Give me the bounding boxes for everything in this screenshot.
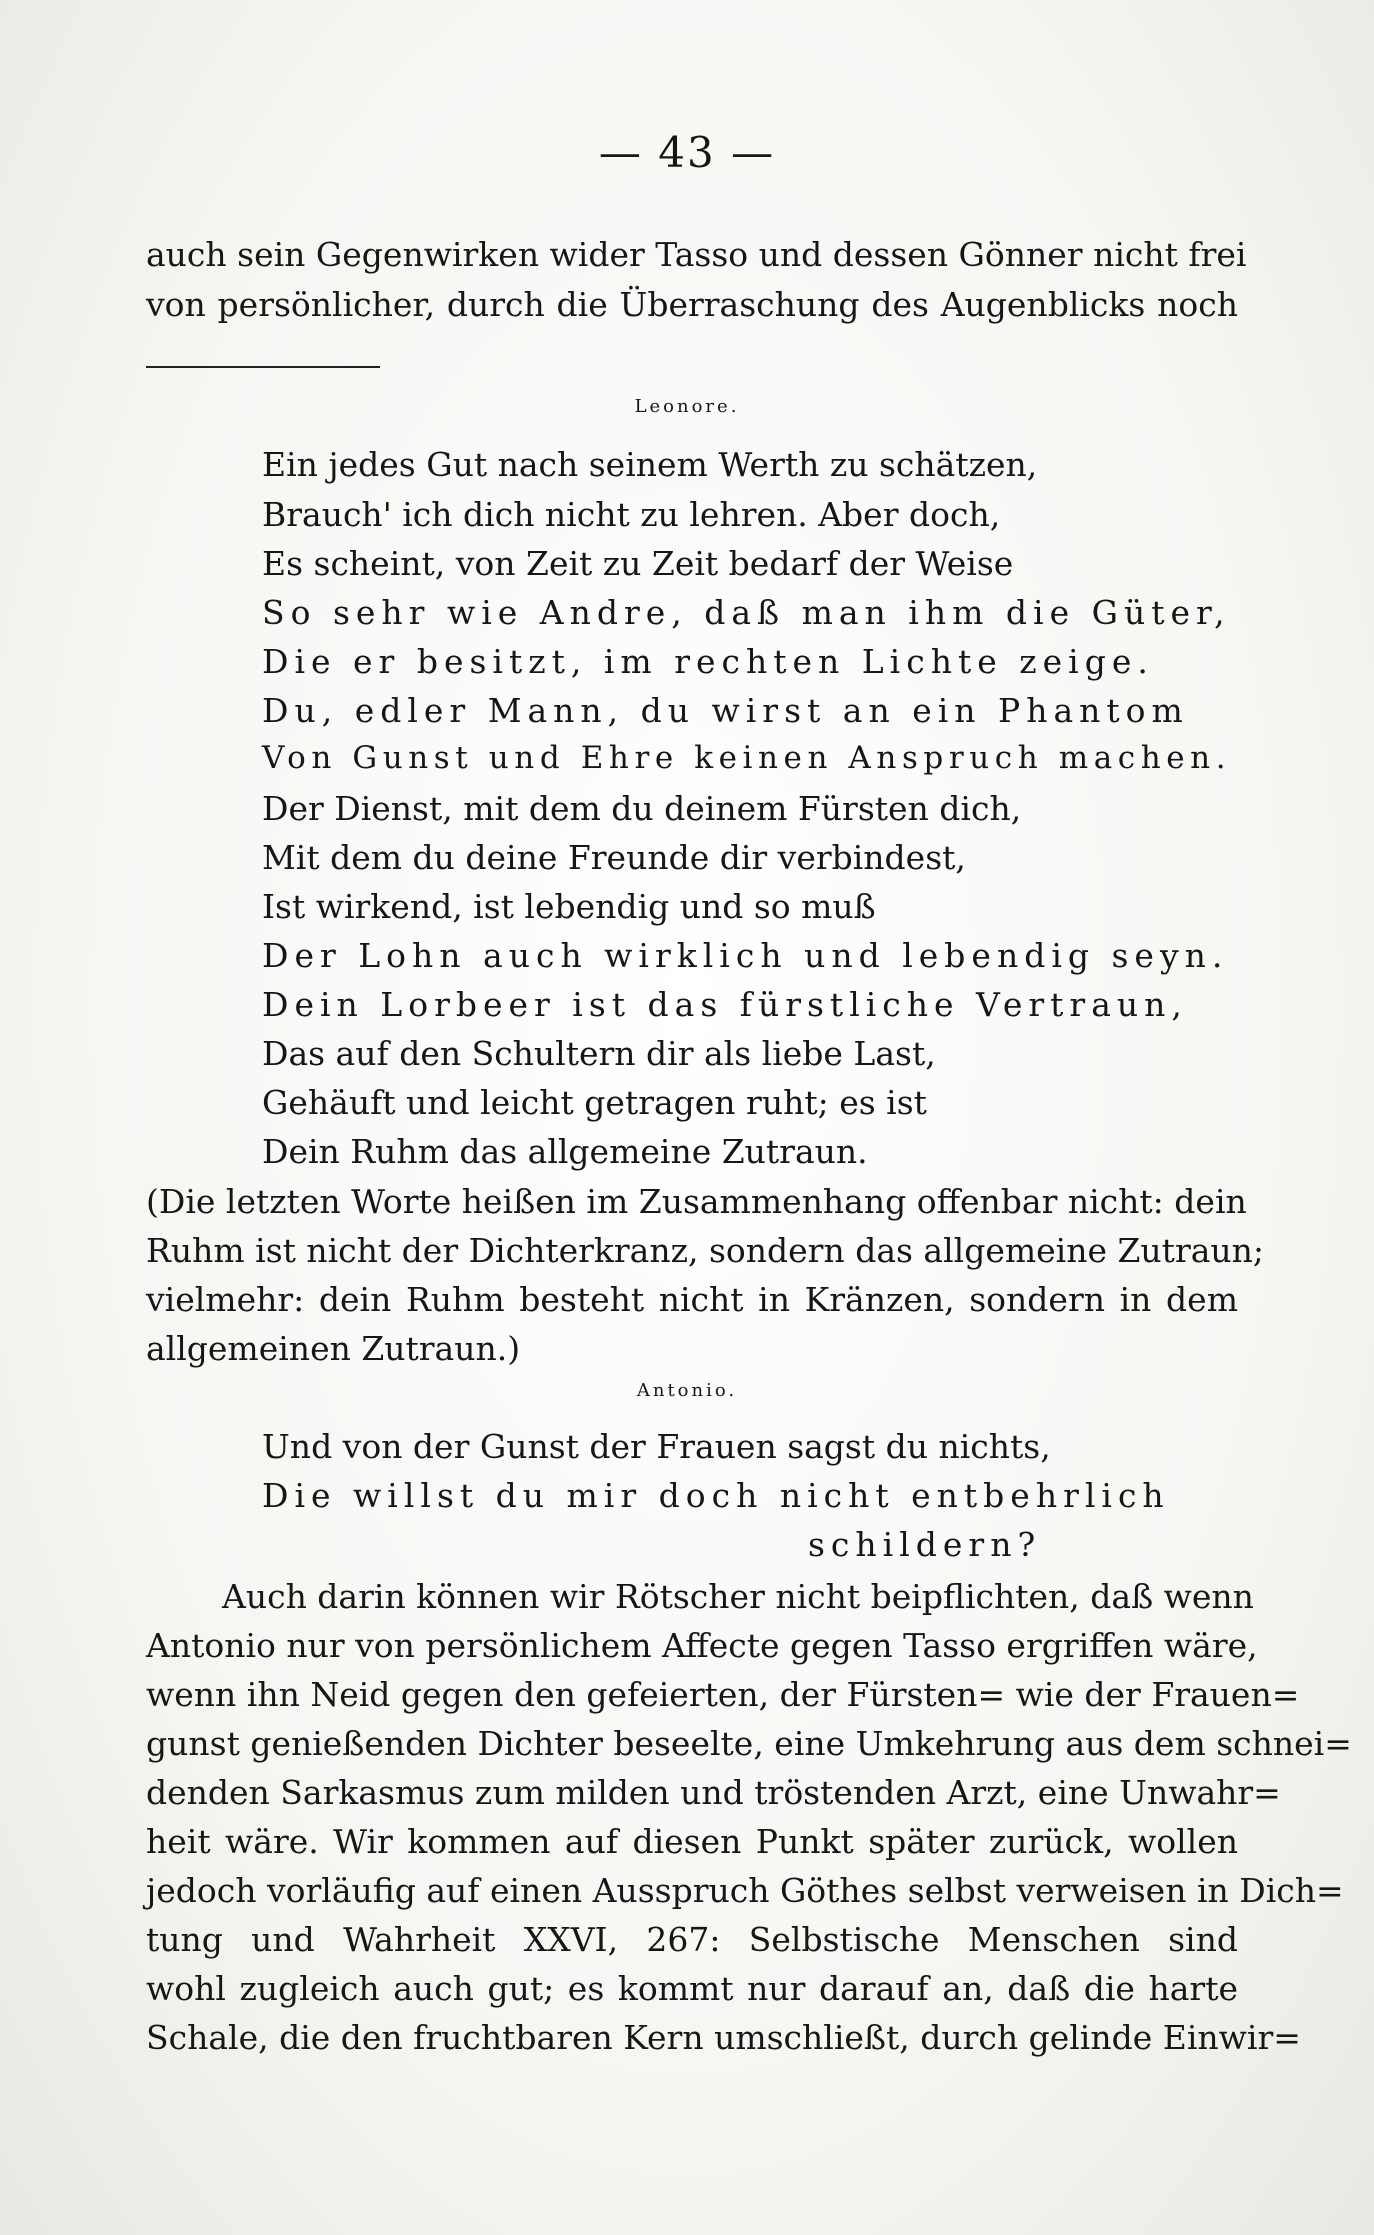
verse-line: Und von der Gunst der Frauen sagst du nichts,	[262, 1427, 1051, 1466]
verse-line: Es scheint, von Zeit zu Zeit bedarf der Weise	[262, 544, 1014, 583]
speaker-name: Antonio.	[636, 1380, 738, 1401]
body-line: jedoch vorläufig auf einen Ausspruch Göthes selbst verweisen in Dich=	[146, 1871, 1344, 1910]
commentary-line: vielmehr: dein Ruhm besteht nicht in Kränzen, sondern in dem	[146, 1280, 1238, 1319]
verse-line: Der Dienst, mit dem du deinem Fürsten dich,	[262, 789, 1022, 828]
body-line: Antonio nur von persönlichem Affecte gegen Tasso ergriffen wäre,	[146, 1626, 1258, 1665]
speaker-name: Leonore.	[634, 396, 740, 417]
verse-line: Von Gunst und Ehre keinen Anspruch machen.	[262, 740, 1232, 776]
verse-line: Das auf den Schultern dir als liebe Last,	[262, 1034, 936, 1073]
verse-line: Dein Ruhm das allgemeine Zutraun.	[262, 1132, 868, 1171]
verse-line: schildern?	[808, 1525, 1042, 1564]
verse-line: Die willst du mir doch nicht entbehrlich	[262, 1476, 1170, 1515]
body-line: tung und Wahrheit XXVI, 267: Selbstische Menschen sind	[146, 1920, 1238, 1959]
page-number: — 43 —	[598, 128, 776, 177]
verse-line: Du, edler Mann, du wirst an ein Phantom	[262, 691, 1189, 730]
verse-line: Ist wirkend, ist lebendig und so muß	[262, 887, 876, 926]
verse-line: Brauch' ich dich nicht zu lehren. Aber doch,	[262, 495, 1001, 534]
verse-line: Mit dem du deine Freunde dir verbindest,	[262, 838, 966, 877]
commentary-line: Ruhm ist nicht der Dichterkranz, sondern das allgemeine Zutraun;	[146, 1231, 1265, 1270]
body-line: Schale, die den fruchtbaren Kern umschließt, durch gelinde Einwir=	[146, 2018, 1301, 2057]
body-line: gunst genießenden Dichter beseelte, eine Umkehrung aus dem schnei=	[146, 1724, 1352, 1763]
footnote-rule	[146, 366, 380, 368]
verse-line: So sehr wie Andre, daß man ihm die Güter,	[262, 593, 1231, 632]
body-line: wohl zugleich auch gut; es kommt nur darauf an, daß die harte	[146, 1969, 1238, 2008]
body-line: heit wäre. Wir kommen auf diesen Punkt später zurück, wollen	[146, 1822, 1238, 1861]
commentary-line: (Die letzten Worte heißen im Zusammenhang offenbar nicht: dein	[146, 1182, 1247, 1221]
top-line: von persönlicher, durch die Überraschung des Augenblicks noch	[146, 285, 1238, 324]
top-line: auch sein Gegenwirken wider Tasso und dessen Gönner nicht frei	[146, 235, 1247, 274]
verse-line: Ein jedes Gut nach seinem Werth zu schätzen,	[262, 445, 1038, 484]
commentary-line: allgemeinen Zutraun.)	[146, 1329, 521, 1368]
body-line: denden Sarkasmus zum milden und tröstenden Arzt, eine Unwahr=	[146, 1773, 1281, 1812]
verse-line: Der Lohn auch wirklich und lebendig seyn.	[262, 936, 1229, 975]
verse-line: Gehäuft und leicht getragen ruht; es ist	[262, 1083, 927, 1122]
verse-line: Dein Lorbeer ist das fürstliche Vertraun,	[262, 985, 1188, 1024]
body-line: wenn ihn Neid gegen den gefeierten, der Fürsten= wie der Frauen=	[146, 1675, 1300, 1714]
body-line: Auch darin können wir Rötscher nicht beipflichten, daß wenn	[222, 1577, 1254, 1616]
verse-line: Die er besitzt, im rechten Lichte zeige.	[262, 642, 1154, 681]
